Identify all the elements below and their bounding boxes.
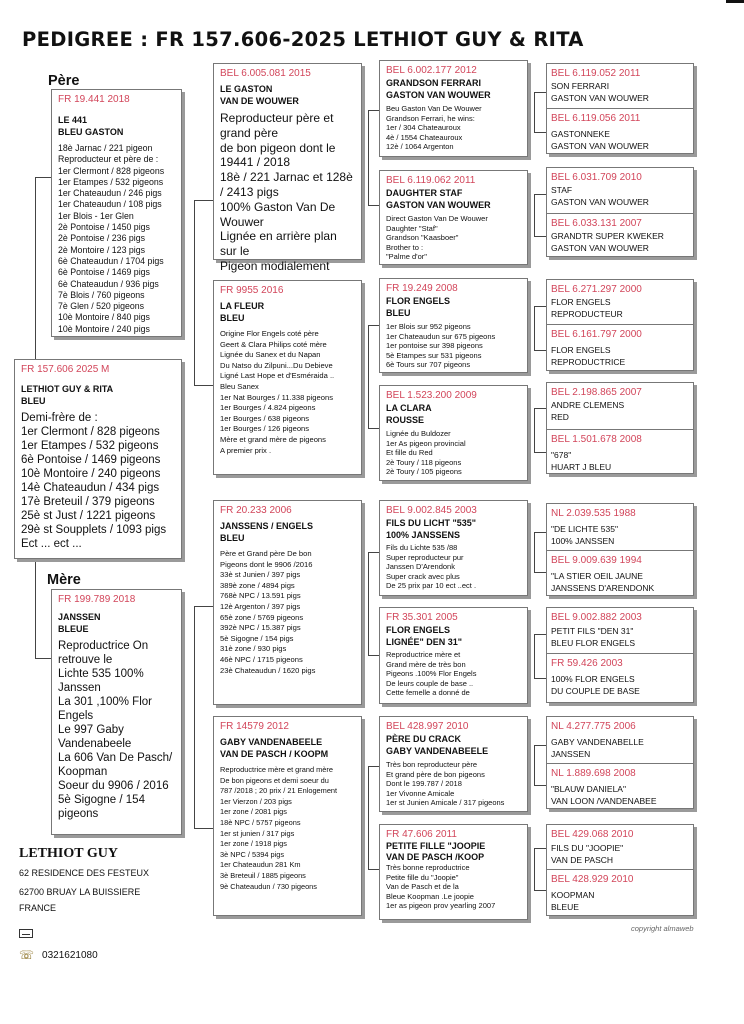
pigeon-description: Fils du Lichte 535 /88 Super reproducteur pur Janssen D'Arendonk Super crack avec plus De 25 prix par 10 ect ..ect . <box>386 543 477 591</box>
ring-number: FR 47.606 2011 <box>386 829 457 840</box>
connector-line <box>534 745 535 785</box>
telephone-icon: ☏ <box>19 948 35 962</box>
ring-number: FR 19.441 2018 <box>58 94 130 105</box>
connector-line <box>534 745 546 746</box>
ring-number: FR 35.301 2005 <box>386 612 458 623</box>
father-label: Père <box>48 73 80 89</box>
gen4-sire[interactable] <box>547 608 693 652</box>
ring-number: BEL 9.002.845 2003 <box>386 505 477 516</box>
great-grandparent-card[interactable] <box>379 385 528 481</box>
connector-line <box>534 634 535 678</box>
connector-line <box>534 408 546 409</box>
connector-line <box>368 655 379 656</box>
connector-line <box>534 408 535 452</box>
pigeon-name: "BLAUW DANIELA" VAN LOON /VANDENABEE <box>551 784 657 806</box>
connector-line <box>534 194 546 195</box>
pigeon-name: GABY VANDENABEELE VAN DE PASCH / KOOPM <box>220 737 329 759</box>
ring-number: BEL 1.523.200 2009 <box>386 390 477 401</box>
connector-line <box>194 385 213 386</box>
ring-number: BEL 6.161.797 2000 <box>551 329 642 340</box>
pigeon-description: Lignée du Buldozer 1er As pigeon provincial Et fille du Red 2è Toury / 118 pigeons 2è Toury / 105 pigeons <box>386 429 466 477</box>
connector-line <box>368 205 379 206</box>
pigeon-description: Reproductrice On retrouve le Lichte 535 100% Janssen La 301 ,100% Flor Engels Le 997 Gaby Vandenabeele La 606 Van De Pasch/ Koopman Soeur du 9906 / 2016 5è Sigogne / 154 pigeons <box>58 640 173 820</box>
gen4-dam[interactable] <box>547 550 693 597</box>
pigeon-description: Origine Flor Engels coté père Geert & Clara Philips coté mère Lignée du Sanex et du Napan Du Natso du Zilpuni...Du Debieve Ligné Last Hope et d'Esméraida .. Bleu Sanex 1er Nat Bourges / 11.338 pigeons 1er Bourges / 4.824 pigeons 1er Bourges / 638 pigeons 1er Bourges / 126 pigeons Mère et grand mère de pigeons A premier prix . <box>220 329 335 455</box>
pigeon-name: FILS DU "JOOPIE" VAN DE PASCH <box>551 843 624 865</box>
pigeon-description: 18è Jarnac / 221 pigeon Reproducteur et père de : 1er Clermont / 828 pigeons 1er Etampes / 532 pigeons 1er Chateaudun / 246 pigs 1er Chateaudun / 108 pigs 1er Blois - 1er Glen 2è Pontoise / 1450 pigs 2è Pontoise / 236 pigs 2è Montoire / 123 pigs 6è Chateaudun / 1704 pigs 6è Pontoise / 1469 pigs 6è Chateaudun / 936 pigs 7è Blois / 760 pigeons 7è Glen / 520 pigeons 10è Montoire / 840 pigs 10è Montoire / 240 pigs <box>58 143 165 334</box>
connector-line <box>194 200 195 385</box>
connector-line <box>534 306 535 350</box>
mother-card[interactable] <box>51 589 182 835</box>
pigeon-description: Beu Gaston Van De Wouwer Grandson Ferrari, he wins: 1er / 304 Chateauroux 4è / 1554 Chateauroux 12è / 1064 Argenton <box>386 104 482 152</box>
gen4-sire[interactable] <box>547 504 693 550</box>
subject-card[interactable] <box>14 359 182 559</box>
great-grandparent-card[interactable] <box>379 824 528 920</box>
connector-line <box>534 848 535 890</box>
gen4-sire[interactable] <box>547 64 693 107</box>
connector-line <box>534 92 546 93</box>
ring-number: BEL 6.033.131 2007 <box>551 218 642 229</box>
pigeon-name: "LA STIER OEIL JAUNE JANSSENS D'ARENDONK <box>551 571 655 593</box>
ring-number: BEL 9.009.639 1994 <box>551 555 642 566</box>
pigeon-name: STAF GASTON VAN WOUWER <box>551 185 649 207</box>
gen4-dam[interactable] <box>547 108 693 155</box>
pigeon-description: Très bonne reproductrice Petite fille du "Joopie" Van de Pasch et de la Bleue Koopman .Le joopie 1er as pigeon prov yearling 2007 <box>386 863 496 911</box>
ring-number: BEL 6.005.081 2015 <box>220 68 311 79</box>
gen4-sire[interactable] <box>547 825 693 869</box>
ring-number: BEL 6.002.177 2012 <box>386 65 477 76</box>
pigeon-name: GABY VANDENABELLE JANSSEN <box>551 737 644 759</box>
connector-line <box>194 200 213 201</box>
connector-line <box>368 325 369 428</box>
ring-number: FR 14579 2012 <box>220 721 289 732</box>
connector-line <box>534 92 535 132</box>
grandparent-card[interactable] <box>213 500 362 705</box>
gen4-pair-card[interactable] <box>546 63 694 154</box>
ring-number: BEL 428.997 2010 <box>386 721 469 732</box>
gen4-dam[interactable] <box>547 869 693 916</box>
pigeon-name: GASTONNEKE GASTON VAN WOUWER <box>551 129 649 151</box>
ring-number: FR 59.426 2003 <box>551 658 623 669</box>
great-grandparent-card[interactable] <box>379 716 528 812</box>
pigeon-name: JANSSEN BLEUE <box>58 612 101 634</box>
gen4-pair-card[interactable] <box>546 279 694 371</box>
pigeon-name: GRANDSON FERRARI GASTON VAN WOUWER <box>386 78 491 100</box>
pigeon-name: LA FLEUR BLEU <box>220 301 265 323</box>
owner-country: FRANCE <box>19 903 57 913</box>
pigeon-name: "DE LICHTE 535" 100% JANSSEN <box>551 524 618 546</box>
pigeon-name: "678" HUART J BLEU <box>551 450 612 472</box>
ring-number: BEL 1.501.678 2008 <box>551 434 642 445</box>
gen4-sire[interactable] <box>547 280 693 323</box>
gen4-sire[interactable] <box>547 717 693 763</box>
ring-number: BEL 428.929 2010 <box>551 874 634 885</box>
connector-line <box>368 869 379 870</box>
pigeon-name: FLOR ENGELS REPRODUCTRICE <box>551 345 626 367</box>
ring-number: BEL 6.031.709 2010 <box>551 172 642 183</box>
pigeon-description: Reproductrice mère et grand mère De bon pigeons et demi soeur du 787 /2018 ; 20 prix / 21 Enlogement 1er Vierzon / 203 pigs 1er zone / 2081 pigs 18è NPC / 5757 pigeons 1er st junien / 317 pigs 1er zone / 1918 pigs 3è NPC / 5394 pigs 1er Chateaudun 281 Km 3è Breteuil / 1885 pigeons 9è Chateaudun / 730 pigeons <box>220 765 338 891</box>
connector-line <box>534 678 546 679</box>
connector-line <box>534 350 546 351</box>
owner-name: LETHIOT GUY <box>19 846 118 861</box>
connector-line <box>368 766 379 767</box>
pigeon-name: FLOR ENGELS BLEU <box>386 296 451 318</box>
connector-line <box>35 177 51 178</box>
connector-line <box>368 428 379 429</box>
gen4-dam[interactable] <box>547 213 693 257</box>
connector-line <box>35 658 51 659</box>
owner-block <box>19 846 149 914</box>
gen4-sire[interactable] <box>547 383 693 426</box>
pigeon-name: LE 441 BLEU GASTON <box>58 115 124 137</box>
gen4-dam[interactable] <box>547 324 693 371</box>
copyright-text: copyright almaweb <box>631 924 694 933</box>
ring-number: BEL 429.068 2010 <box>551 829 634 840</box>
pigeon-name: LE GASTON VAN DE WOUWER <box>220 84 299 106</box>
great-grandparent-card[interactable] <box>379 170 528 265</box>
gen4-pair-card[interactable] <box>546 824 694 916</box>
ring-number: BEL 6.119.062 2011 <box>386 175 476 186</box>
pigeon-description: Reproductrice mère et Grand mère de très bon Pigeons .100% Flor Engels De leurs couple de base .. Cette femelle a donné de <box>386 650 477 698</box>
pigeon-description: Demi-frère de : 1er Clermont / 828 pigeons 1er Etampes / 532 pigeons 6è Pontoise / 1469 pigeons 10è Montoire / 240 pigeons 14è Chateaudun / 434 pigs 17è Breteuil / 379 pigeons 25è st Just / 1221 pigeons 29è st Soupplets / 1093 pigs Ect ... ect ... <box>21 412 167 550</box>
gen4-pair-card[interactable] <box>546 716 694 809</box>
connector-line <box>534 634 546 635</box>
great-grandparent-card[interactable] <box>379 60 528 157</box>
owner-address-line1: 62 RESIDENCE DES FESTEUX <box>19 868 150 878</box>
connector-line <box>368 552 379 553</box>
great-grandparent-card[interactable] <box>379 500 528 596</box>
great-grandparent-card[interactable] <box>379 278 528 373</box>
connector-line <box>368 766 369 869</box>
connector-line <box>368 110 379 111</box>
connector-line <box>368 325 379 326</box>
ring-number: BEL 6.119.056 2011 <box>551 113 641 124</box>
pigeon-description: Très bon reproducteur père Et grand père de bon pigeons Dont le 199.787 / 2018 1er Vivonne Amicale 1er st Junien Amicale / 317 pigeons <box>386 760 505 808</box>
gen4-pair-card[interactable] <box>546 607 694 703</box>
pigeon-name: FLOR ENGELS REPRODUCTEUR <box>551 297 623 319</box>
gen4-dam[interactable] <box>547 653 693 700</box>
gen4-sire[interactable] <box>547 168 693 211</box>
grandparent-card[interactable] <box>213 716 362 916</box>
connector-line <box>35 177 36 360</box>
connector-line <box>534 306 546 307</box>
ring-number: BEL 9.002.882 2003 <box>551 612 642 623</box>
connector-line <box>534 785 546 786</box>
grandparent-card[interactable] <box>213 63 362 273</box>
connector-line <box>35 560 36 658</box>
owner-address-line2: 62700 BRUAY LA BUISSIERE <box>19 887 141 897</box>
connector-line <box>194 828 213 829</box>
ring-number: BEL 6.271.297 2000 <box>551 284 642 295</box>
connector-line <box>194 606 195 828</box>
connector-line <box>534 848 546 849</box>
pigeon-name: 100% FLOR ENGELS DU COUPLE DE BASE <box>551 674 640 696</box>
page-title: PEDIGREE : FR 157.606-2025 LETHIOT GUY & RITA <box>22 28 584 51</box>
pigeon-name: KOOPMAN BLEUE <box>551 890 595 912</box>
pigeon-name: ANDRE CLEMENS RED <box>551 400 625 422</box>
connector-line <box>368 552 369 655</box>
connector-line <box>534 572 546 573</box>
ring-number: FR 199.789 2018 <box>58 594 136 605</box>
pigeon-name: JANSSENS / ENGELS BLEU <box>220 521 314 543</box>
ring-number: FR 19.249 2008 <box>386 283 458 294</box>
connector-line <box>534 194 535 236</box>
connector-line <box>534 532 535 572</box>
ring-number: NL 4.277.775 2006 <box>551 721 636 732</box>
connector-line <box>534 132 546 133</box>
ring-number: FR 157.606 2025 M <box>21 364 110 375</box>
pigeon-description: Père et Grand père De bon Pigeons dont le 9906 /2016 33è st Junien / 397 pigs 389è zone / 4894 pigs 768è NPC / 13.591 pigs 12è Argenton / 397 pigs 65è zone / 5769 pigeons 392è NPC / 15.387 pigs 5è Sigogne / 154 pigs 31è zone / 930 pigs 46è NPC / 1715 pigeons 23è Chateaudun / 1620 pigs <box>220 549 316 675</box>
connector-line <box>534 890 546 891</box>
pigeon-name: FLOR ENGELS LIGNÉE" DEN 31" <box>386 625 463 647</box>
pigeon-name: GRANDTR SUPER KWEKER GASTON VAN WOUWER <box>551 231 664 253</box>
gen4-dam[interactable] <box>547 763 693 810</box>
ring-number: NL 2.039.535 1988 <box>551 508 636 519</box>
pigeon-description: Reproducteur père et grand père de bon pigeon dont le 19441 / 2018 18è / 221 Jarnac et 128è / 2413 pigs 100% Gaston Van De Wouwer Lignée en arrière plan sur le Pigeon modialement <box>220 111 353 273</box>
gen4-pair-card[interactable] <box>546 382 694 474</box>
pigeon-name: LETHIOT GUY & RITA BLEU <box>21 384 114 406</box>
ring-number: BEL 6.119.052 2011 <box>551 68 641 79</box>
connector-line <box>534 452 546 453</box>
father-card[interactable] <box>51 89 182 337</box>
pigeon-name: FILS DU LICHT "535" 100% JANSSENS <box>386 518 477 540</box>
pigeon-name: PETITE FILLE "JOOPIE VAN DE PASCH /KOOP <box>386 841 486 862</box>
pigeon-description: Direct Gaston Van De Wouwer Daughter "Staf" Grandson "Kaasboer" Brother to : "Palme d'or" <box>386 214 488 262</box>
pigeon-name: LA CLARA ROUSSE <box>386 403 432 425</box>
connector-line <box>534 532 546 533</box>
owner-phone[interactable]: 0321621080 <box>42 949 98 961</box>
pigeon-name: DAUGHTER STAF GASTON VAN WOUWER <box>386 188 491 210</box>
ring-number: FR 20.233 2006 <box>220 505 292 516</box>
ring-number: NL 1.889.698 2008 <box>551 768 636 779</box>
pigeon-name: PÈRE DU CRACK GABY VANDENABEELE <box>386 734 489 756</box>
pigeon-name: PETIT FILS "DEN 31" BLEU FLOR ENGELS <box>551 626 636 648</box>
phone-row <box>19 948 98 962</box>
pigeon-description: 1er Blois sur 952 pigeons 1er Chateaudun sur 675 pigeons 1er pontoise sur 398 pigeons 5è Etampes sur 531 pigeons 6è Tours sur 707 pigeons <box>386 322 496 370</box>
mother-label: Mère <box>47 572 81 588</box>
pigeon-name: SON FERRARI GASTON VAN WOUWER <box>551 81 649 103</box>
connector-line <box>368 110 369 205</box>
ring-number: BEL 2.198.865 2007 <box>551 387 642 398</box>
gen4-pair-card[interactable] <box>546 503 694 596</box>
gen4-dam[interactable] <box>547 429 693 476</box>
corner-mark <box>726 0 744 3</box>
envelope-icon[interactable] <box>19 929 33 938</box>
connector-line <box>534 236 546 237</box>
gen4-pair-card[interactable] <box>546 167 694 257</box>
grandparent-card[interactable] <box>213 280 362 475</box>
ring-number: FR 9955 2016 <box>220 285 284 296</box>
connector-line <box>194 606 213 607</box>
great-grandparent-card[interactable] <box>379 607 528 704</box>
